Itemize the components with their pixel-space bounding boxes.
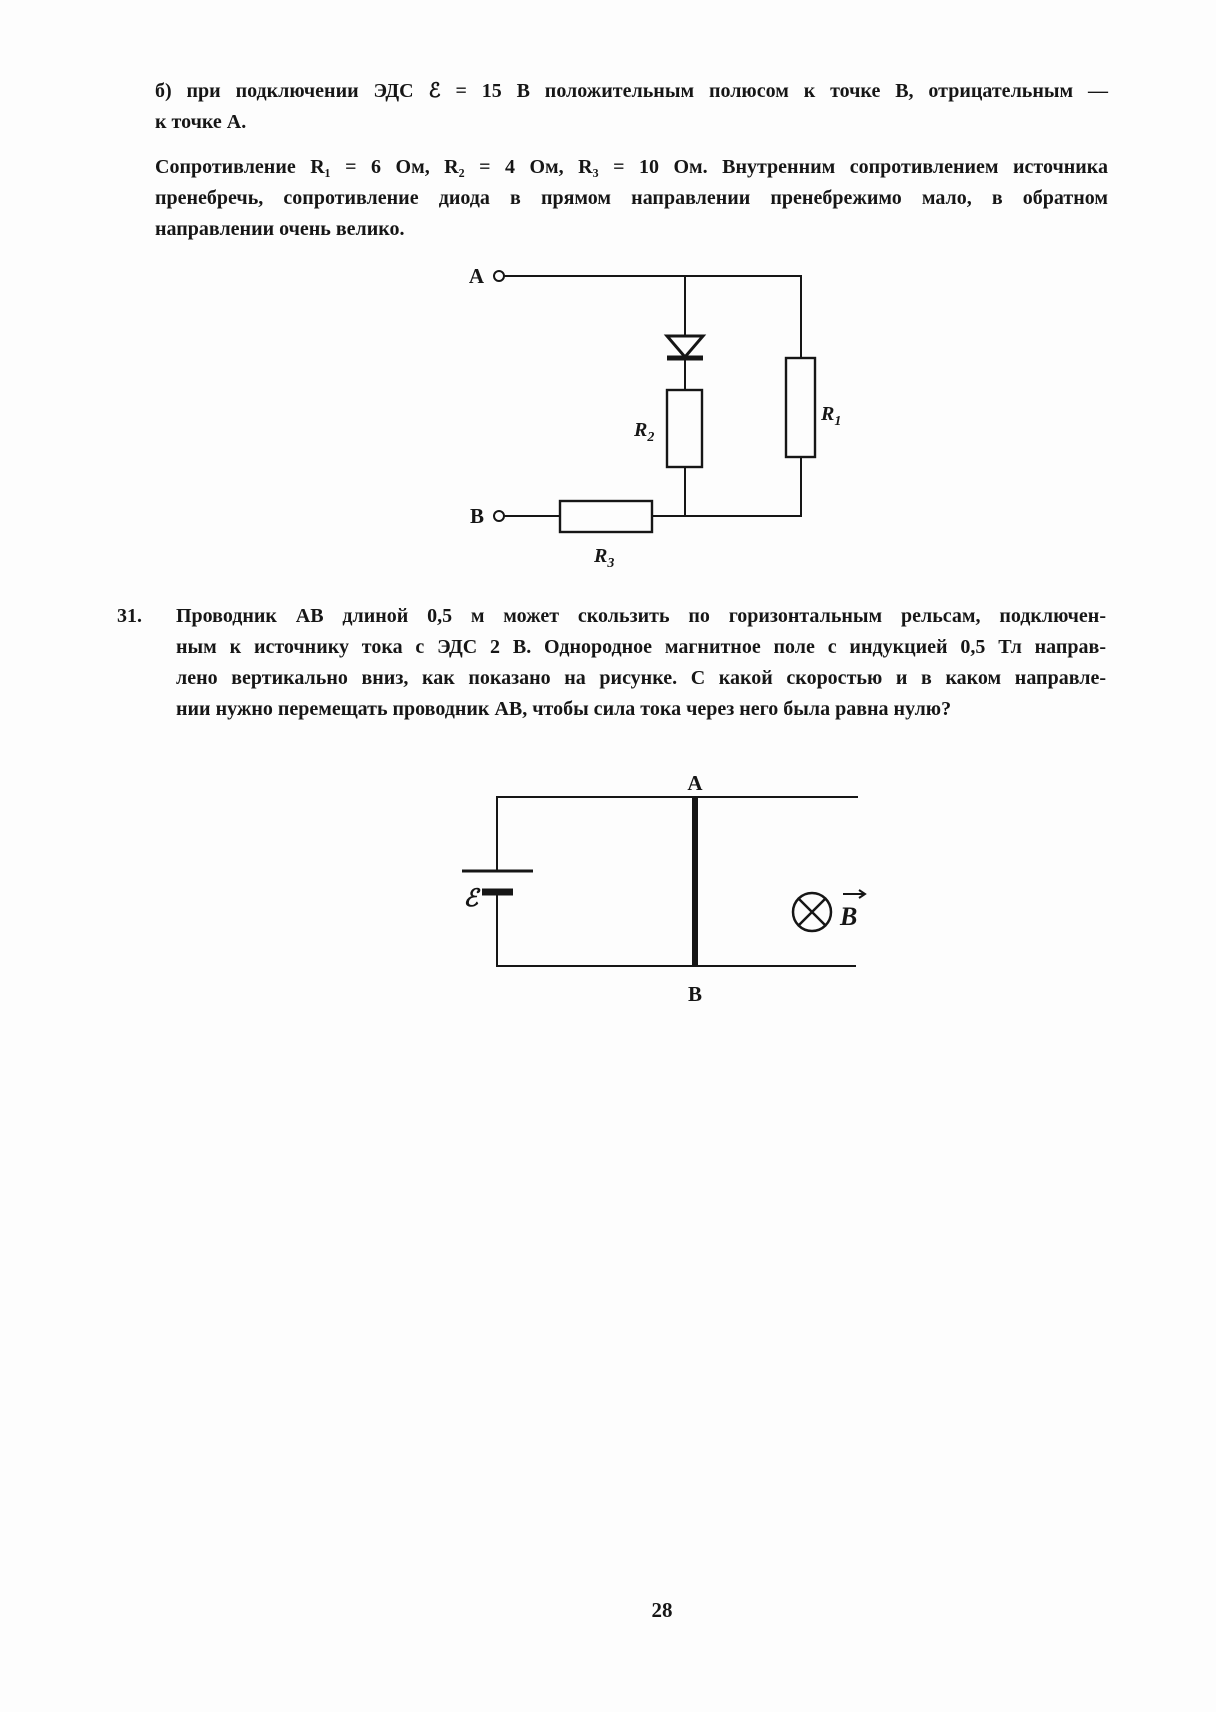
magnetic-field-into-page-icon [793, 893, 831, 931]
problem-number: 31. [117, 605, 142, 627]
resistor-r2 [667, 390, 702, 467]
text-line: Сопротивление R₁ = 6 Ом, R₂ = 4 Ом, R₃ = 10 Ом. Внутренним сопротивлением источника [155, 156, 1108, 178]
circuit-diagram-diode-resistors [430, 240, 890, 580]
point-b-label: В [687, 982, 703, 1006]
text-line: Проводник АВ длиной 0,5 м может скользить по горизонтальным рельсам, подключен- [176, 605, 1106, 627]
resistor-r2-label: R2 [634, 419, 655, 445]
text-line: нии нужно перемещать проводник АВ, чтобы сила тока через него была равна нулю? [176, 698, 952, 720]
resistor-r3-label: R3 [594, 545, 615, 571]
emf-label: ℰ [463, 886, 478, 912]
text-line: б) при подключении ЭДС ℰ = 15 В положительным полюсом к точке В, отрицательным — [155, 80, 1108, 102]
point-a-label: А [687, 771, 703, 795]
diode-icon [667, 336, 703, 358]
circuit2 [462, 771, 865, 1006]
resistor-r1-label: R1 [821, 403, 842, 429]
terminal-a-label: А [468, 264, 484, 288]
text-line: пренебречь, сопротивление диода в прямом направлении пренебрежимо мало, в обратном [155, 187, 1108, 209]
text-line: направлении очень велико. [155, 218, 405, 240]
page-number: 28 [651, 1598, 673, 1622]
text-line: к точке А. [155, 111, 247, 133]
circuit1 [469, 264, 842, 571]
resistor-r3 [560, 501, 652, 532]
resistor-r1 [786, 358, 815, 457]
text-line: ным к источнику тока с ЭДС 2 В. Однородное магнитное поле с индукцией 0,5 Тл направ- [176, 636, 1106, 658]
terminal-b-label: В [469, 504, 484, 528]
circuit-diagram-conductor-ab [400, 745, 900, 1020]
b-vector-letter: B [840, 902, 858, 931]
terminal-b-circle [494, 511, 504, 521]
paragraph-part-b [155, 76, 1108, 138]
text-line: лено вертикально вниз, как показано на рисунке. С какой скоростью и в каком направле- [176, 667, 1106, 689]
paragraph-problem-31 [176, 601, 1106, 725]
b-vector-label [839, 890, 865, 931]
terminal-a-circle [494, 271, 504, 281]
paragraph-resistance-note [155, 152, 1108, 245]
